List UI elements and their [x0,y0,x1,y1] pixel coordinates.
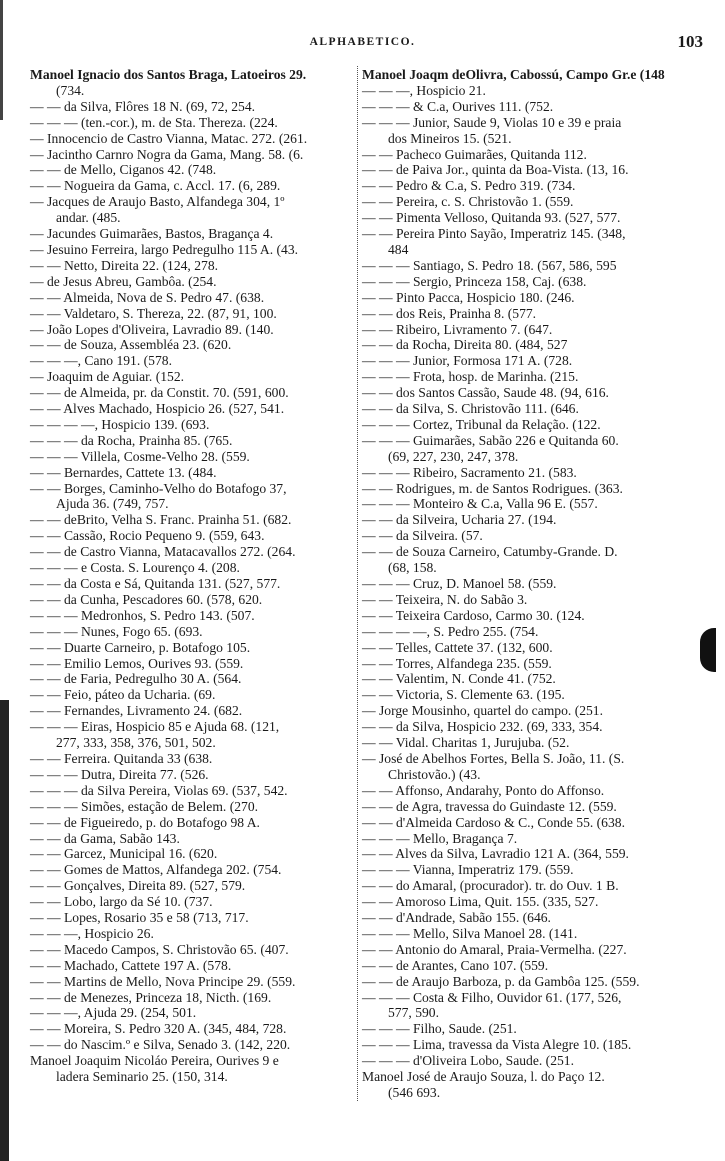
directory-entry-line: — — Pereira Pinto Sayão, Imperatriz 145. (348, [362,226,626,242]
directory-entry-line: — — Valdetaro, S. Thereza, 22. (87, 91, 100. [30,305,277,321]
directory-entry-line: — — d'Almeida Cardoso & C., Conde 55. (638. [362,814,625,830]
directory-entry-line: — — Macedo Campos, S. Christovão 65. (407. [30,941,289,957]
scan-binding-shadow [0,700,9,1161]
entry-continuation-line: 484 [388,241,409,257]
directory-entry-line: — — Feio, páteo da Ucharia. (69. [30,687,216,703]
directory-entry-line: — — — da Silva Pereira, Violas 69. (537, 542. [30,782,288,798]
directory-entry-line: — — Machado, Cattete 197 A. (578. [30,957,232,973]
directory-entry-line: — — — Filho, Saude. (251. [362,1021,517,1037]
directory-entry-line: — — Bernardes, Cattete 13. (484. [30,464,217,480]
directory-entry-line: — — Netto, Direita 22. (124, 278. [30,257,219,273]
directory-entry-line: — — Borges, Caminho-Velho do Botafogo 37, [30,480,287,496]
directory-entry-line: — Jacques de Araujo Basto, Alfandega 304, 1º [30,194,285,210]
directory-entry-line: — — de Mello, Ciganos 42. (748. [30,162,217,178]
directory-entry-line: — Jacintho Carnro Nogra da Gama, Mang. 58. (6. [30,146,304,162]
directory-entry-line: — — — Costa & Filho, Ouvidor 61. (177, 526, [362,989,622,1005]
entry-continuation-line: (546 693. [388,1085,441,1100]
directory-entry-line: — — — da Rocha, Prainha 85. (765. [30,432,233,448]
directory-entry-line: — — Valentim, N. Conde 41. (752. [362,671,556,687]
directory-entry-line: — — — d'Oliveira Lobo, Saude. (251. [362,1053,574,1069]
entry-continuation-line: ladera Seminario 25. (150, 314. [56,1069,228,1085]
directory-entry-line: — — Rodrigues, m. de Santos Rodrigues. (363. [362,480,623,496]
directory-entry-line: — — da Rocha, Direita 80. (484, 527 [362,337,568,353]
entry-continuation-line: (734. [56,82,85,98]
directory-entry-line: — — — e Costa. S. Lourenço 4. (208. [30,560,240,576]
entry-continuation-line: (69, 227, 230, 247, 378. [388,448,519,464]
directory-entry-line: — — — Simões, estação de Belem. (270. [30,798,259,814]
directory-entry-line: — — —, Ajuda 29. (254, 501. [30,1005,197,1021]
directory-entry-line: — Jesuino Ferreira, largo Pedregulho 115 A. (43. [30,241,299,257]
directory-entry-line: — — Pacheco Guimarães, Quitanda 112. [362,146,587,162]
directory-entry-line: — — — —, S. Pedro 255. (754. [362,623,539,639]
directory-entry-line: — — da Silva, Flôres 18 N. (69, 72, 254. [30,98,256,114]
directory-entry-line: — — de Menezes, Princeza 18, Nicth. (169. [30,989,272,1005]
page-number: 103 [677,32,703,51]
directory-entry-line: — — Cassão, Rocio Pequeno 9. (559, 643. [30,528,265,544]
directory-entry-line: — — Vidal. Charitas 1, Jurujuba. (52. [362,735,570,751]
directory-entry-line: — — de Figueiredo, p. do Botafogo 98 A. [30,814,260,830]
directory-entry-line: — — — Ribeiro, Sacramento 21. (583. [362,464,577,480]
directory-entry-line: — João Lopes d'Oliveira, Lavradio 89. (140. [30,321,274,337]
directory-entry-line: — — — Junior, Formosa 171 A. (728. [362,353,573,369]
directory-entry-line: — — — Cortez, Tribunal da Relação. (122. [362,416,601,432]
directory-entry-line: — — Fernandes, Livramento 24. (682. [30,703,243,719]
directory-entry-line: — — Amoroso Lima, Quit. 155. (335, 527. [362,894,599,910]
directory-entry-line: — — do Amaral, (procurador). tr. do Ouv. 1 B. [362,878,619,894]
directory-entry-line: — — Moreira, S. Pedro 320 A. (345, 484, 728. [30,1021,287,1037]
directory-entry-line: Manoel Joaqm deOlivra, Cabossú, Campo Gr.e (148 [362,67,665,82]
directory-entry-line: — — de Paiva Jor., quinta da Boa-Vista. (13, 16. [362,162,629,178]
directory-entry-line: — Jacundes Guimarães, Bastos, Bragança 4. [30,226,274,242]
directory-entry-line: — — — Mello, Bragança 7. [362,830,518,846]
directory-entry-line: — — d'Andrade, Sabão 155. (646. [362,910,551,926]
scan-edge-line [0,0,3,120]
entry-continuation-line: 277, 333, 358, 376, 501, 502. [56,735,216,751]
directory-entry-line: — — Torres, Alfandega 235. (559. [362,655,552,671]
directory-entry-line: — — Alves da Silva, Lavradio 121 A. (364, 559. [362,846,629,862]
entry-continuation-line: Christovão.) (43. [388,766,481,782]
running-title: ALPHABETICO. [309,36,416,48]
directory-entry-line: — Joaquim de Aguiar. (152. [30,369,185,385]
directory-entry-line: — — de Castro Vianna, Matacavallos 272. (264. [30,544,296,560]
directory-entry-line: — — — Santiago, S. Pedro 18. (567, 586, 595 [362,257,617,273]
left-column [30,67,352,1085]
directory-entry-line: — — Gonçalves, Direita 89. (527, 579. [30,878,246,894]
directory-entry-line: — — de Souza, Assembléa 23. (620. [30,337,232,353]
entry-continuation-line: dos Mineiros 15. (521. [388,130,512,146]
directory-entry-line: — — Pedro & C.a, S. Pedro 319. (734. [362,178,576,194]
directory-entry-line: — — Affonso, Andarahy, Ponto do Affonso. [362,782,605,798]
directory-entry-line: — — Pereira, c. S. Christovão 1. (559. [362,194,574,210]
directory-entry-line: — — de Arantes, Cano 107. (559. [362,957,549,973]
directory-entry-line: — — de Souza Carneiro, Catumby-Grande. D. [362,544,618,560]
directory-entry-line: — de Jesus Abreu, Gambôa. (254. [30,273,217,289]
running-header [0,34,725,52]
directory-entry-line: — — — Frota, hosp. de Marinha. (215. [362,369,579,385]
right-column [362,67,712,1101]
directory-entry-line: — — — Lima, travessa da Vista Alegre 10. (185. [362,1037,632,1053]
directory-entry-line: — — Emilio Lemos, Ourives 93. (559. [30,655,244,671]
directory-entry-line: — — — Guimarães, Sabão 226 e Quitanda 60. [362,432,619,448]
entry-continuation-line: andar. (485. [56,210,121,226]
directory-entry-line: — — Martins de Mello, Nova Principe 29. (559. [30,973,296,989]
directory-entry-line: — — — (ten.-cor.), m. de Sta. Thereza. (224. [30,114,278,130]
directory-entry-line: — — de Faria, Pedregulho 30 A. (564. [30,671,242,687]
directory-entry-line: — — da Cunha, Pescadores 60. (578, 620. [30,591,263,607]
directory-entry-line: — — do Nascim.º e Silva, Senado 3. (142, 220. [30,1037,291,1053]
directory-entry-line: — — — Vianna, Imperatriz 179. (559. [362,862,574,878]
directory-entry-line: — — de Almeida, pr. da Constit. 70. (591, 600. [30,385,289,401]
directory-entry-line: — — Almeida, Nova de S. Pedro 47. (638. [30,289,265,305]
directory-entry-line: — — — Medronhos, S. Pedro 143. (507. [30,607,255,623]
directory-entry-line: — — — Cruz, D. Manoel 58. (559. [362,576,557,591]
directory-entry-line: Manoel José de Araujo Souza, l. do Paço 12. [362,1069,605,1085]
directory-entry-line: — — — & C.a, Ourives 111. (752. [362,98,554,114]
directory-entry-line: — — Teixeira, N. do Sabão 3. [362,591,528,607]
directory-entry-line: — — — —, Hospicio 139. (693. [30,416,210,432]
directory-entry-line: — José de Abelhos Fortes, Bella S. João, 11. (S. [362,750,625,766]
directory-entry-line: — — de Araujo Barboza, p. da Gambôa 125. (559. [362,973,640,989]
directory-entry-line: — — Ribeiro, Livramento 7. (647. [362,321,553,337]
directory-entry-line: — — — Mello, Silva Manoel 28. (141. [362,925,578,941]
directory-entry-line: — — — Nunes, Fogo 65. (693. [30,623,203,639]
directory-entry-line: — — dos Santos Cassão, Saude 48. (94, 616. [362,385,609,401]
directory-entry-line: — — — Sergio, Princeza 158, Caj. (638. [362,273,587,289]
directory-entry-line: — — de Agra, travessa do Guindaste 12. (559. [362,798,617,814]
directory-entry-line: — — da Silva, Hospicio 232. (69, 333, 354. [362,719,603,735]
directory-entry-line: — — Ferreira. Quitanda 33 (638. [30,750,213,766]
directory-entry-line: — — Pinto Pacca, Hospicio 180. (246. [362,289,575,305]
directory-entry-line: — — — Dutra, Direita 77. (526. [30,766,209,782]
directory-entry-line: — — Lopes, Rosario 35 e 58 (713, 717. [30,910,249,926]
directory-entry-line: — — Victoria, S. Clemente 63. (195. [362,687,565,703]
directory-entry-line: — Innocencio de Castro Vianna, Matac. 272. (261. [30,130,308,146]
directory-entry-line: — Jorge Mousinho, quartel do campo. (251. [362,703,604,719]
directory-entry-line: — — Pimenta Velloso, Quitanda 93. (527, 577. [362,210,621,226]
directory-entry-line: Manoel Ignacio dos Santos Braga, Latoeiros 29. [30,67,307,82]
directory-entry-line: — — —, Hospicio 21. [362,82,486,98]
directory-entry-line: — — —, Cano 191. (578. [30,353,172,369]
directory-entry-line: — — — Junior, Saude 9, Violas 10 e 39 e praia [362,114,622,130]
directory-entry-line: — — da Silveira. (57. [362,528,483,544]
directory-entry-line: — — Garcez, Municipal 16. (620. [30,846,218,862]
directory-entry-line: Manoel Joaquim Nicoláo Pereira, Ourives 9 e [30,1053,279,1069]
directory-entry-line: — — — Monteiro & C.a, Valla 96 E. (557. [362,496,598,512]
directory-entry-line: — — —, Hospicio 26. [30,925,154,941]
entry-continuation-line: 577, 590. [388,1005,439,1021]
directory-entry-line: — — Alves Machado, Hospicio 26. (527, 541. [30,401,285,417]
column-divider [357,66,358,1101]
directory-entry-line: — — Duarte Carneiro, p. Botafogo 105. [30,639,251,655]
entry-continuation-line: Ajuda 36. (749, 757. [56,496,169,512]
directory-entry-line: — — dos Reis, Prainha 8. (577. [362,305,537,321]
directory-entry-line: — — Nogueira da Gama, c. Accl. 17. (6, 289. [30,178,281,194]
directory-entry-line: — — da Silva, S. Christovão 111. (646. [362,401,579,417]
directory-entry-line: — — — Villela, Cosme-Velho 28. (559. [30,448,250,464]
directory-entry-line: — — da Silveira, Ucharia 27. (194. [362,512,557,528]
directory-entry-line: — — deBrito, Velha S. Franc. Prainha 51. (682. [30,512,292,528]
directory-entry-line: — — Lobo, largo da Sé 10. (737. [30,894,213,910]
directory-entry-line: — — Gomes de Mattos, Alfandega 202. (754. [30,862,282,878]
directory-entry-line: — — Teixeira Cardoso, Carmo 30. (124. [362,607,585,623]
directory-entry-line: — — Antonio do Amaral, Praia-Vermelha. (227. [362,941,627,957]
directory-entry-line: — — da Costa e Sá, Quitanda 131. (527, 577. [30,576,281,591]
directory-entry-line: — — — Eiras, Hospicio 85 e Ajuda 68. (121, [30,719,280,735]
directory-entry-line: — — Telles, Cattete 37. (132, 600. [362,639,553,655]
entry-continuation-line: (68, 158. [388,560,437,576]
directory-entry-line: — — da Gama, Sabão 143. [30,830,180,846]
